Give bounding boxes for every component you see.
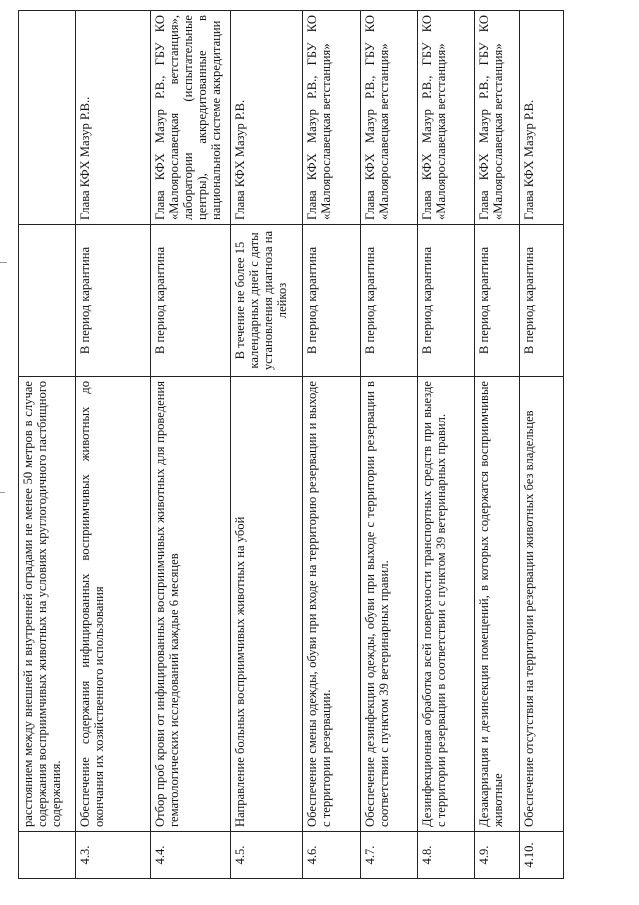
table-row — [151, 11, 231, 879]
measure-term: В период карантина — [475, 225, 520, 377]
row-number: 4.10. — [520, 832, 564, 879]
measure-responsible: Глава КФХ Мазур Р.В. — [520, 11, 564, 225]
measure-term: В период карантина — [520, 225, 564, 377]
row-number: 4.4. — [151, 832, 231, 879]
measure-term — [19, 225, 76, 377]
measure-responsible: Глава КФХ Мазур Р.В., ГБУ КО «Малоярославецкая ветстанция» — [361, 11, 418, 225]
measure-text: Дезакаризация и дезинсекция помещений, в которых содержатся восприимчивые животные — [475, 377, 520, 832]
measure-responsible: Глава КФХ Мазур Р.В., ГБУ КО «Малоярославецкая ветстанция», лаборатории (испытательные центры), аккредитованные в национальной системе аккредитации — [151, 11, 231, 225]
row-number: 4.3. — [76, 832, 151, 879]
row-number: 4.7. — [361, 832, 418, 879]
table-row — [19, 11, 76, 879]
measure-term: В течение не более 15 календарных дней с даты установления диагноза на лейкоз — [231, 225, 303, 377]
table-row — [231, 11, 303, 879]
table-row — [475, 11, 520, 879]
table-row — [520, 11, 564, 879]
table-row — [418, 11, 475, 879]
quarantine-measures-table — [18, 10, 564, 879]
measure-term: В период карантина — [303, 225, 361, 377]
measure-text: Обеспечение содержания инфицированных восприимчивых животных до окончания их хозяйственного использования — [76, 377, 151, 832]
measure-term: В период карантина — [76, 225, 151, 377]
measure-text: Обеспечение отсутствия на территории резервации животных без владельцев — [520, 377, 564, 832]
measure-term: В период карантина — [361, 225, 418, 377]
measure-text: Обеспечение дезинфекции одежды, обуви при выходе с территории резервации в соответствии с пунктом 39 ветеринарных правил. — [361, 377, 418, 832]
table-body — [19, 11, 564, 879]
measure-term: В период карантина — [151, 225, 231, 377]
table-row — [303, 11, 361, 879]
row-number: 4.6. — [303, 832, 361, 879]
row-number: 4.5. — [231, 832, 303, 879]
table-row — [76, 11, 151, 879]
measure-responsible: Глава КФХ Мазур Р.В., ГБУ КО «Малоярославецкая ветстанция» — [418, 11, 475, 225]
measure-responsible: Глава КФХ Мазур Р.В. — [231, 11, 303, 225]
measure-text: Дезинфекционная обработка всей поверхности транспортных средств при выезде с территории резервации в соответствии с пунктом 39 ветеринарных правил. — [418, 377, 475, 832]
measure-responsible: Глава КФХ Мазур Р.В., ГБУ КО «Малоярославецкая ветстанция» — [303, 11, 361, 225]
measure-text: Обеспечение смены одежды, обуви при входе на территорию резервации и выходе с территории резервации. — [303, 377, 361, 832]
measure-responsible — [19, 11, 76, 225]
measure-responsible: Глава КФХ Мазур Р.В., ГБУ КО «Малоярославецкая ветстанция» — [475, 11, 520, 225]
measure-text: расстоянием между внешней и внутренней оградами не менее 50 метров в случае содержания восприимчивых животных на условиях круглогодичного пастбищного содержания. — [19, 377, 76, 832]
row-number — [19, 832, 76, 879]
row-number: 4.8. — [418, 832, 475, 879]
row-number: 4.9. — [475, 832, 520, 879]
measure-responsible: Глава КФХ Мазур Р.В.. — [76, 11, 151, 225]
measure-text: Отбор проб крови от инфицированных восприимчивых животных для проведения гематологических исследований каждые 6 месяцев — [151, 377, 231, 832]
table-row — [361, 11, 418, 879]
measure-text: Направление больных восприимчивых животных на убой — [231, 377, 303, 832]
measure-term: В период карантина — [418, 225, 475, 377]
